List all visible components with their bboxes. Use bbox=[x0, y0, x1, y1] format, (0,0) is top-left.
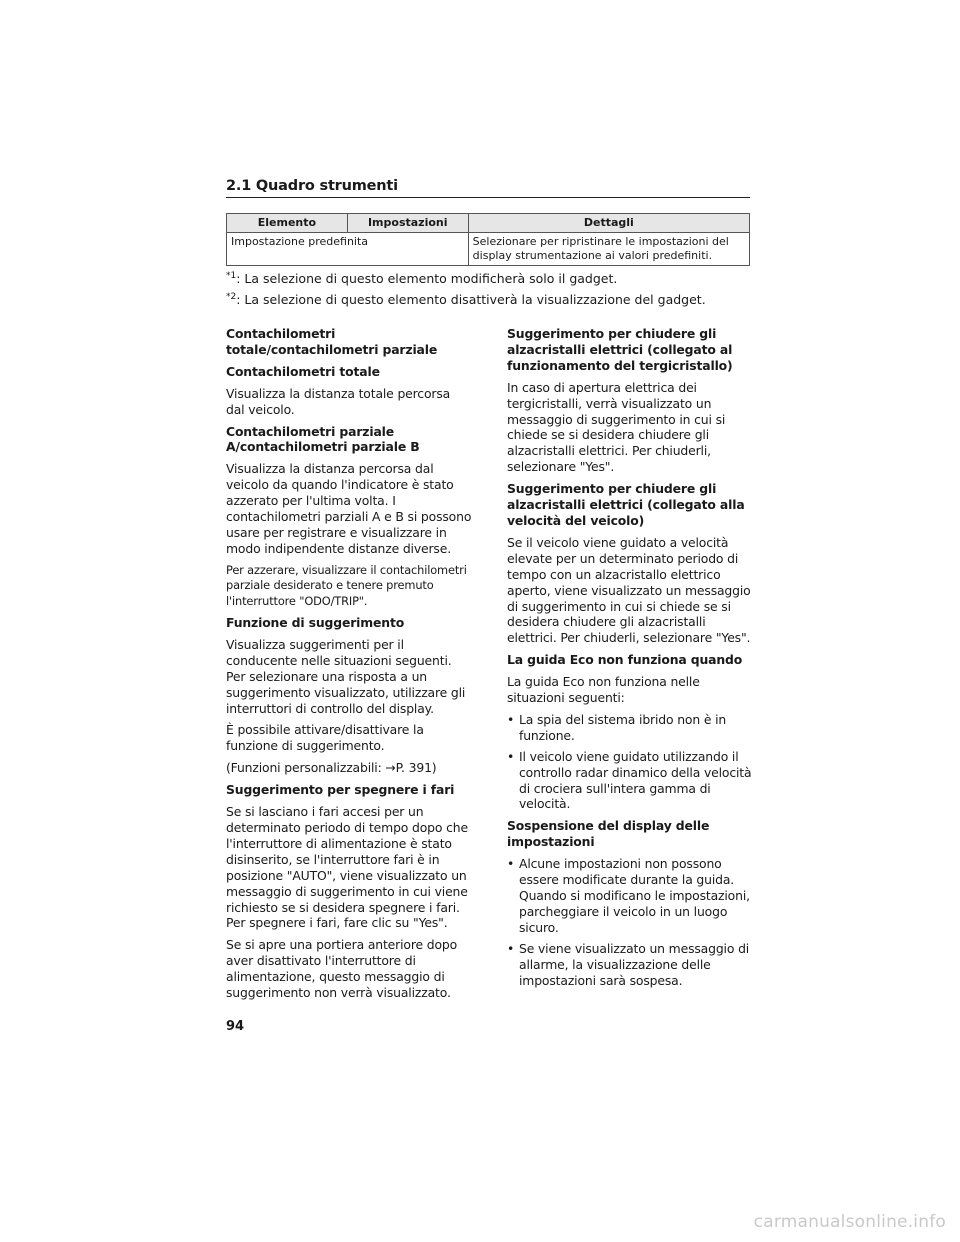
bullet-list bbox=[507, 856, 753, 988]
paragraph: Visualizza la distanza totale percorsa dal veicolo. bbox=[226, 385, 451, 417]
column-header: Elemento bbox=[227, 214, 348, 233]
footnote-text: : La selezione di questo elemento disattiverà la visualizzazione del gadget. bbox=[236, 292, 706, 307]
paragraph: La guida Eco non funziona nelle situazioni seguenti: bbox=[507, 674, 700, 706]
list-item bbox=[507, 749, 753, 813]
paragraph: Se il veicolo viene guidato a velocità elevate per un determinato periodo di tempo con un alzacristallo elettrico aperto, viene visualizzato un messaggio di suggerimento in cui si chiede se si desidera chiudere gli alzacristalli elettrici. Per chiuderli, selezionare "Yes". bbox=[507, 534, 751, 646]
paragraph: Se si apre una portiera anteriore dopo aver disattivato l'interruttore di alimentazione, questo messaggio di suggerimento non verrà visualizzato. bbox=[226, 937, 458, 1001]
footnote-mark: *2 bbox=[226, 292, 237, 302]
left-column bbox=[226, 326, 472, 1007]
table-cell-details: Selezionare per ripristinare le impostazioni del display strumentazione ai valori predefiniti. bbox=[468, 233, 749, 266]
list-item bbox=[507, 941, 753, 989]
column-header: Impostazioni bbox=[347, 214, 468, 233]
heading-window-speed-suggestion: Suggerimento per chiudere gli alzacristalli elettrici (collegato alla velocità del veicolo) bbox=[507, 481, 745, 528]
heading-suggestion-function: Funzione di suggerimento bbox=[226, 615, 405, 630]
heading-eco-guide: La guida Eco non funziona quando bbox=[507, 652, 743, 668]
footnote bbox=[226, 270, 750, 288]
column-header: Dettagli bbox=[468, 214, 749, 233]
table-header-row bbox=[227, 214, 750, 233]
paragraph: Se si lasciano i fari accesi per un determinato periodo di tempo dopo che l'interruttore di alimentazione è stato disinserito, se l'interruttore fari è in posizione "AUTO", viene visualizzato un messaggio di suggerimento in cui viene richiesto se si desidera spegnere i fari. Per spegnere i fari, fare clic su "Yes". bbox=[226, 804, 468, 931]
paragraph: Visualizza suggerimenti per il conducente nelle situazioni seguenti. Per selezionare una risposta a un suggerimento visualizzato, utilizzare gli interruttori di controllo del display. bbox=[226, 636, 466, 716]
list-item bbox=[507, 856, 753, 936]
bullet-icon: • bbox=[507, 711, 515, 727]
footnotes bbox=[226, 270, 750, 312]
right-column bbox=[507, 326, 753, 994]
table-cell-element: Impostazione predefinita bbox=[227, 233, 469, 266]
list-item-text: Il veicolo viene guidato utilizzando il controllo radar dinamico della velocità di crociera sull'intera gamma di velocità. bbox=[519, 748, 752, 812]
table-row bbox=[227, 233, 750, 266]
heading-headlight-suggestion: Suggerimento per spegnere i fari bbox=[226, 782, 455, 798]
bullet-icon: • bbox=[507, 748, 515, 764]
paragraph: È possibile attivare/disattivare la funzione di suggerimento. bbox=[226, 722, 424, 754]
heading-odometer: Contachilometri totale bbox=[226, 363, 380, 379]
section-title: 2.1 Quadro strumenti bbox=[226, 178, 750, 198]
watermark: carmanualsonline.info bbox=[753, 1212, 946, 1232]
footnote-text: : La selezione di questo elemento modificherà solo il gadget. bbox=[236, 271, 618, 286]
paragraph: In caso di apertura elettrica dei tergicristalli, verrà visualizzato un messaggio di suggerimento in cui si chiede se si desidera chiudere gli alzacristalli elettrici. Per chiuderli, selezionare "Yes". bbox=[507, 379, 726, 475]
bullet-icon: • bbox=[507, 940, 515, 956]
heading-odometer-trip: Contachilometri totale/contachilometri parziale bbox=[226, 326, 438, 357]
heading-window-wiper-suggestion: Suggerimento per chiudere gli alzacristalli elettrici (collegato al funzionamento del tergicristallo) bbox=[507, 326, 733, 373]
list-item bbox=[507, 712, 753, 744]
list-item-text: La spia del sistema ibrido non è in funzione. bbox=[519, 711, 727, 743]
cross-reference: (Funzioni personalizzabili: →P. 391) bbox=[226, 760, 437, 776]
list-item-text: Alcune impostazioni non possono essere modificate durante la guida. Quando si modificano le impostazioni, parcheggiare il veicolo in un luogo sicuro. bbox=[519, 856, 750, 935]
bullet-icon: • bbox=[507, 856, 515, 872]
paragraph: Per azzerare, visualizzare il contachilometri parziale desiderato e tenere premuto l'interruttore "ODO/TRIP". bbox=[226, 562, 467, 608]
footnote-mark: *1 bbox=[226, 271, 237, 281]
paragraph: Visualizza la distanza percorsa dal veicolo da quando l'indicatore è stato azzerato per l'ultima volta. I contachilometri parziali A e B si possono usare per registrare e visualizzare in modo indipendente distanze diverse. bbox=[226, 461, 472, 556]
page-number: 94 bbox=[226, 1019, 245, 1034]
bullet-list bbox=[507, 712, 753, 812]
footnote bbox=[226, 291, 750, 309]
settings-table bbox=[226, 213, 750, 266]
heading-settings-suspension: Sospensione del display delle impostazioni bbox=[507, 818, 710, 850]
list-item-text: Se viene visualizzato un messaggio di allarme, la visualizzazione delle impostazioni sarà sospesa. bbox=[519, 940, 750, 988]
heading-trip-meters: Contachilometri parziale A/contachilometri parziale B bbox=[226, 423, 420, 455]
